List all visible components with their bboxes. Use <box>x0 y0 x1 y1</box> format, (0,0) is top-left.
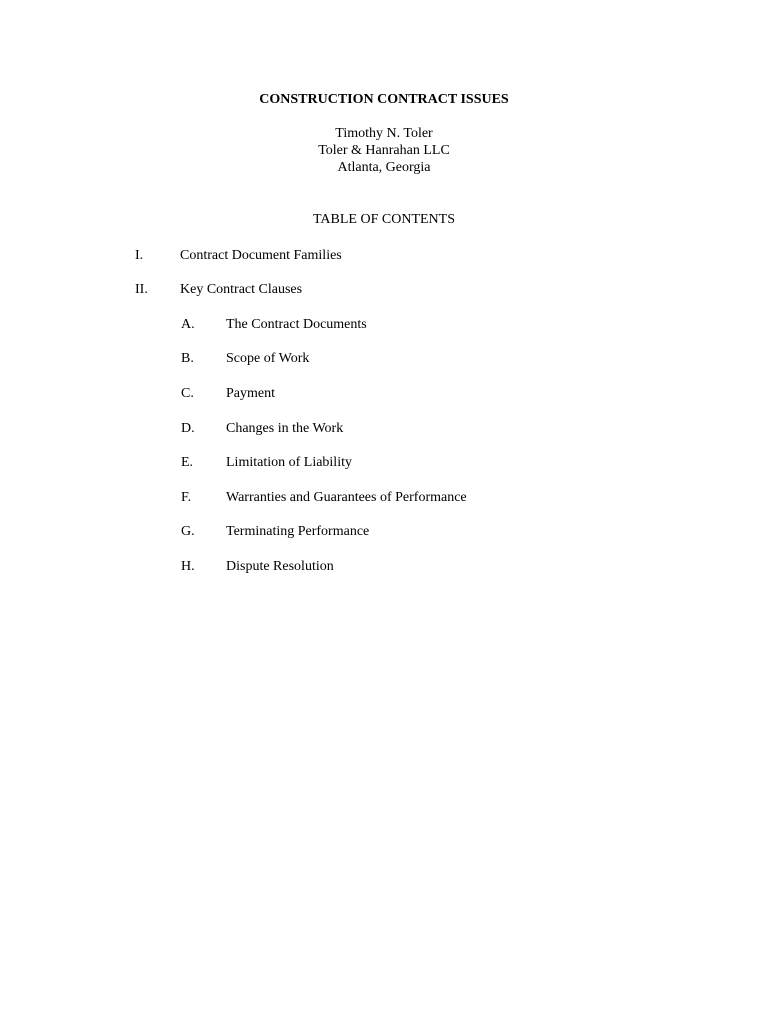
toc-subsection-label: Scope of Work <box>226 351 310 366</box>
toc-subsection-label: Dispute Resolution <box>226 559 334 574</box>
toc-subsection-label: Payment <box>226 386 275 401</box>
toc-section-number: I. <box>135 248 144 263</box>
toc-subsection-label: Changes in the Work <box>226 421 344 436</box>
author-block <box>0 125 768 176</box>
toc-subsection-label: Limitation of Liability <box>226 455 352 470</box>
document-title: CONSTRUCTION CONTRACT ISSUES <box>259 92 509 107</box>
toc-section-label: Key Contract Clauses <box>180 282 303 297</box>
toc-subsection-letter: G. <box>181 524 195 539</box>
author-name: Timothy N. Toler <box>335 126 433 141</box>
toc-subsection-letter: F. <box>181 490 192 505</box>
author-location: Atlanta, Georgia <box>337 160 431 175</box>
toc-subsection-label: The Contract Documents <box>226 317 367 332</box>
toc-heading: TABLE OF CONTENTS <box>313 212 455 227</box>
toc-subsection-label: Terminating Performance <box>226 524 370 539</box>
toc-subsection-letter: C. <box>181 386 194 401</box>
toc-section-label: Contract Document Families <box>180 248 342 263</box>
toc-subsection-letter: B. <box>181 351 194 366</box>
author-firm: Toler & Hanrahan LLC <box>318 143 450 158</box>
toc-subsection-letter: A. <box>181 317 195 332</box>
toc-subsection-label: Warranties and Guarantees of Performance <box>226 490 467 505</box>
toc-subsection-letter: D. <box>181 421 195 436</box>
toc-subsection-letter: E. <box>181 455 194 470</box>
toc-section-number: II. <box>135 282 148 297</box>
toc-subsection-letter: H. <box>181 559 195 574</box>
